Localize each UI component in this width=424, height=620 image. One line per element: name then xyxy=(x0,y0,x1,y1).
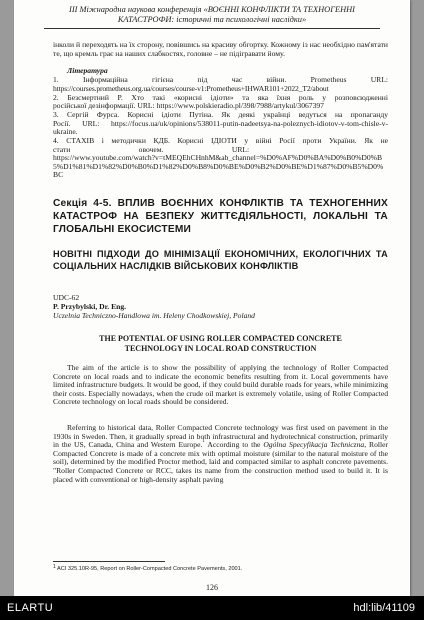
references-title: Література xyxy=(67,66,108,75)
running-header xyxy=(44,5,380,29)
body-text: , Roller Compacted Concrete is made of a concrete mix with optimal moisture (similar to the natural moisture of the soil), determined by the modified Proctor method, laid and compacted similar to asphalt concrete pavements. "Roller Compacted Concrete or RCC, takes its name from the construction method used to build it. It is placed with conventional or high-density asphalt paving xyxy=(53,440,388,484)
header-line-1: III Міжнародна наукова конференція «ВОЄННІ КОНФЛІКТИ ТА ТЕХНОГЕННІ xyxy=(69,5,355,14)
reference-line: Росії. URL: https://focus.ua/uk/opinions/538011-putin-nadeetsya-na-poleznych-idiotov-v-tom-chisle-v-ukraine. xyxy=(53,118,388,137)
document-page xyxy=(14,0,410,596)
footnote-marker: 1 xyxy=(53,564,56,570)
footnote-divider xyxy=(53,561,165,562)
author-affiliation: Uczelnia Techniczno-Handlowa im. Heleny Chodkowskiej, Poland xyxy=(53,311,255,320)
reference-link[interactable]: https://courses.prometheus.org.ua/courses/course-v1:Prometheus+IHWAR101+2022_T2/about xyxy=(53,83,329,93)
body-text: According to the xyxy=(204,440,264,450)
reference-line: російської дезінформації. URL: https://www.polskieradio.pl/398/7988/artykul/3067397 xyxy=(53,101,324,111)
reference-line: 2. Безсмертний Р. Хто такі «корисні ідіоти» та яка їхня роль у розповсюдженні xyxy=(53,92,388,102)
footnote-text: ACI 325.10R-95, Report on Roller-Compacted Concrete Pavements, 2001. xyxy=(55,566,243,572)
footnote xyxy=(53,566,242,573)
reference-line: 4. СТАХІВ і методички КДБ. Корисні ІДІОТИ у війні Росії проти України. Як не xyxy=(53,136,388,145)
subsection-title: НОВІТНІ ПІДХОДИ ДО МІНІМІЗАЦІЇ ЕКОНОМІЧНИХ, ЕКОЛОГІЧНИХ ТА СОЦІАЛЬНИХ НАСЛІДКІВ ВІЙСЬКОВИХ КОНФЛІКТІВ xyxy=(53,249,388,271)
reference-link[interactable]: https://www.youtube.com/watch?v=tMEQEhCHnhM&ab_channel=%D0%AF%D0%BA%D0%B0%D0%B5%D1%81%D1%82%D0%B0%D1%82%D0%B8%D0%BE%D0%B2%D0%BE%D1%87%D0%B5%D0%BC xyxy=(53,153,384,180)
page-number: 126 xyxy=(206,583,218,592)
reference-line: 1. Інформаційна гігієна під час війни. Prometheus URL: xyxy=(53,75,388,84)
reference-item xyxy=(53,94,388,111)
footer-bar xyxy=(0,596,424,620)
body-paragraph-2 xyxy=(53,424,388,484)
header-line-2: КАТАСТРОФИ: історичні та психологічні наслідки» xyxy=(117,15,307,24)
body-text: Referring to historical data, Roller Compacted Concrete technology was first used on pavement in the 1930s in Sweden. Then, it gradually spread in both infrastructural and hydrotechnical construction, primarily in the US, Canada, China and Western Europe. xyxy=(53,423,388,450)
reference-item xyxy=(53,111,388,137)
reference-line: стати овочем. URL: xyxy=(53,144,250,154)
body-text-italic: Ogólna Specyfikacja Techniczna xyxy=(263,440,365,450)
reference-item xyxy=(53,76,388,93)
footer-repository-label: ELARTU xyxy=(7,602,54,614)
body-paragraph-1: The aim of the article is to show the possibility of applying the technology of Roller Compacted Concrete on local roads and to indicate the economic benefits resulting from it. Local governments have limited infrastructure budgets. It would be good, if they could build durable roads for years, while minimizing their costs. Especially nowadays, when the crude oil market is extremely volatile, using of Roller Compacted Concrete technology on local roads should be considered. xyxy=(53,363,388,407)
article-title-line-2: TECHNOLOGY IN LOCAL ROAD CONSTRUCTION xyxy=(124,343,317,353)
footer-handle-id: hdl:lib/41109 xyxy=(353,602,415,614)
section-title: Секція 4-5. ВПЛИВ ВОЄННИХ КОНФЛІКТІВ ТА ТЕХНОГЕННИХ КАТАСТРОФ НА БЕЗПЕКУ ЖИТТЄДІЯЛЬНОСТІ, ЛОКАЛЬНІ ТА ГЛОБАЛЬНІ ЕКОСИСТЕМИ xyxy=(53,198,388,235)
reference-line: 3. Сергій Фурса. Корисні ідіоти Путіна. Як деякі українці ведуться на пропаганду xyxy=(53,110,388,119)
article-title-line-1: THE POTENTIAL OF USING ROLLER COMPACTED CONCRETE xyxy=(99,334,342,343)
reference-item xyxy=(53,137,388,180)
intro-paragraph: інколи й переходять на їх сторону, повівшись на красиву обгортку. Кожному із нас необхідно пам'ятати те, що кремль грає на наших слабкостях, головне – не підігравати йому. xyxy=(53,40,388,58)
udc-code: UDC-62 xyxy=(53,293,80,302)
author-name: P. Przybylski, Dr. Eng. xyxy=(53,302,127,311)
article-title xyxy=(53,334,388,353)
footnote-ref[interactable]: 1 xyxy=(202,439,205,445)
